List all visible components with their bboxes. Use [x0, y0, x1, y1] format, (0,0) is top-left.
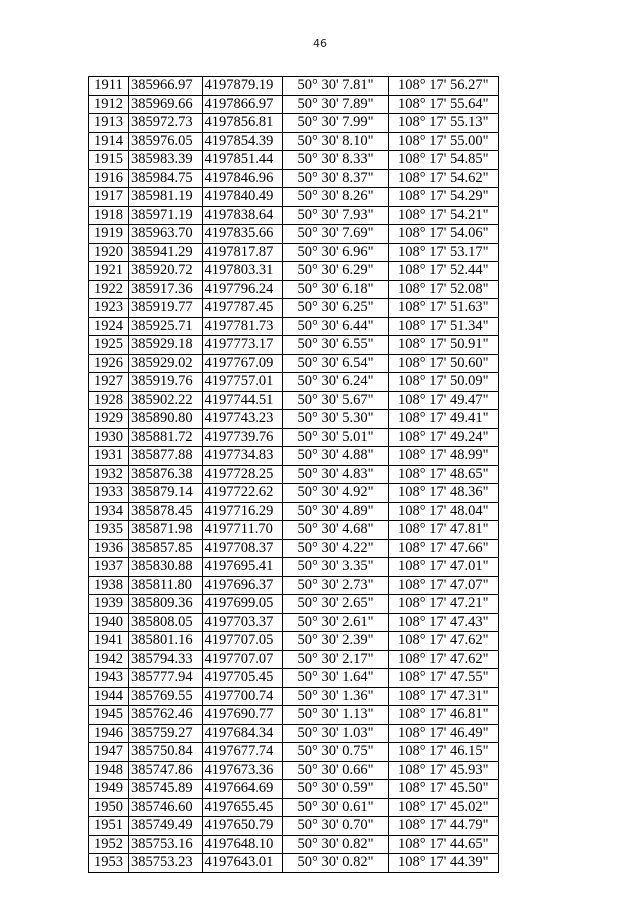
- latitude-cell: 50° 30' 8.33": [283, 151, 388, 170]
- longitude-cell: 108° 17' 47.21": [388, 595, 498, 614]
- y-coordinate-cell: 4197711.70: [202, 521, 283, 540]
- longitude-cell: 108° 17' 47.43": [388, 613, 498, 632]
- latitude-cell: 50° 30' 6.25": [283, 299, 388, 318]
- table-row: [89, 465, 499, 484]
- point-number-cell: 1926: [89, 354, 129, 373]
- latitude-cell: 50° 30' 5.67": [283, 391, 388, 410]
- x-coordinate-cell: 385925.71: [128, 317, 202, 336]
- x-coordinate-cell: 385941.29: [128, 243, 202, 262]
- y-coordinate-cell: 4197707.07: [202, 650, 283, 669]
- x-coordinate-cell: 385919.77: [128, 299, 202, 318]
- latitude-cell: 50° 30' 8.10": [283, 132, 388, 151]
- latitude-cell: 50° 30' 5.30": [283, 410, 388, 429]
- table-row: [89, 798, 499, 817]
- point-number-cell: 1936: [89, 539, 129, 558]
- longitude-cell: 108° 17' 49.24": [388, 428, 498, 447]
- point-number-cell: 1947: [89, 743, 129, 762]
- latitude-cell: 50° 30' 0.82": [283, 854, 388, 873]
- y-coordinate-cell: 4197796.24: [202, 280, 283, 299]
- point-number-cell: 1922: [89, 280, 129, 299]
- longitude-cell: 108° 17' 47.55": [388, 669, 498, 688]
- point-number-cell: 1920: [89, 243, 129, 262]
- table-row: [89, 576, 499, 595]
- point-number-cell: 1932: [89, 465, 129, 484]
- y-coordinate-cell: 4197856.81: [202, 114, 283, 133]
- longitude-cell: 108° 17' 47.07": [388, 576, 498, 595]
- latitude-cell: 50° 30' 0.59": [283, 780, 388, 799]
- page-number: 46: [313, 37, 327, 50]
- x-coordinate-cell: 385984.75: [128, 169, 202, 188]
- latitude-cell: 50° 30' 6.18": [283, 280, 388, 299]
- latitude-cell: 50° 30' 2.17": [283, 650, 388, 669]
- longitude-cell: 108° 17' 48.65": [388, 465, 498, 484]
- latitude-cell: 50° 30' 0.70": [283, 817, 388, 836]
- latitude-cell: 50° 30' 1.36": [283, 687, 388, 706]
- y-coordinate-cell: 4197643.01: [202, 854, 283, 873]
- point-number-cell: 1953: [89, 854, 129, 873]
- y-coordinate-cell: 4197696.37: [202, 576, 283, 595]
- point-number-cell: 1941: [89, 632, 129, 651]
- y-coordinate-cell: 4197705.45: [202, 669, 283, 688]
- y-coordinate-cell: 4197803.31: [202, 262, 283, 281]
- y-coordinate-cell: 4197655.45: [202, 798, 283, 817]
- y-coordinate-cell: 4197690.77: [202, 706, 283, 725]
- table-row: [89, 650, 499, 669]
- y-coordinate-cell: 4197664.69: [202, 780, 283, 799]
- x-coordinate-cell: 385969.66: [128, 95, 202, 114]
- y-coordinate-cell: 4197695.41: [202, 558, 283, 577]
- longitude-cell: 108° 17' 50.60": [388, 354, 498, 373]
- x-coordinate-cell: 385963.70: [128, 225, 202, 244]
- table-row: [89, 188, 499, 207]
- table-row: [89, 95, 499, 114]
- latitude-cell: 50° 30' 4.22": [283, 539, 388, 558]
- table-row: [89, 687, 499, 706]
- table-row: [89, 169, 499, 188]
- x-coordinate-cell: 385811.80: [128, 576, 202, 595]
- y-coordinate-cell: 4197879.19: [202, 77, 283, 96]
- point-number-cell: 1935: [89, 521, 129, 540]
- x-coordinate-cell: 385830.88: [128, 558, 202, 577]
- latitude-cell: 50° 30' 3.35": [283, 558, 388, 577]
- point-number-cell: 1929: [89, 410, 129, 429]
- y-coordinate-cell: 4197838.64: [202, 206, 283, 225]
- x-coordinate-cell: 385809.36: [128, 595, 202, 614]
- longitude-cell: 108° 17' 56.27": [388, 77, 498, 96]
- x-coordinate-cell: 385917.36: [128, 280, 202, 299]
- y-coordinate-cell: 4197722.62: [202, 484, 283, 503]
- longitude-cell: 108° 17' 51.34": [388, 317, 498, 336]
- x-coordinate-cell: 385747.86: [128, 761, 202, 780]
- table-row: [89, 817, 499, 836]
- longitude-cell: 108° 17' 54.62": [388, 169, 498, 188]
- x-coordinate-cell: 385769.55: [128, 687, 202, 706]
- latitude-cell: 50° 30' 7.99": [283, 114, 388, 133]
- table-row: [89, 780, 499, 799]
- point-number-cell: 1923: [89, 299, 129, 318]
- longitude-cell: 108° 17' 49.47": [388, 391, 498, 410]
- longitude-cell: 108° 17' 54.21": [388, 206, 498, 225]
- table-row: [89, 132, 499, 151]
- latitude-cell: 50° 30' 2.61": [283, 613, 388, 632]
- table-row: [89, 743, 499, 762]
- x-coordinate-cell: 385808.05: [128, 613, 202, 632]
- x-coordinate-cell: 385929.18: [128, 336, 202, 355]
- table-row: [89, 225, 499, 244]
- y-coordinate-cell: 4197648.10: [202, 835, 283, 854]
- point-number-cell: 1927: [89, 373, 129, 392]
- x-coordinate-cell: 385749.49: [128, 817, 202, 836]
- x-coordinate-cell: 385877.88: [128, 447, 202, 466]
- longitude-cell: 108° 17' 45.93": [388, 761, 498, 780]
- longitude-cell: 108° 17' 44.79": [388, 817, 498, 836]
- y-coordinate-cell: 4197708.37: [202, 539, 283, 558]
- table-row: [89, 539, 499, 558]
- x-coordinate-cell: 385919.76: [128, 373, 202, 392]
- x-coordinate-cell: 385981.19: [128, 188, 202, 207]
- latitude-cell: 50° 30' 7.93": [283, 206, 388, 225]
- y-coordinate-cell: 4197699.05: [202, 595, 283, 614]
- table-row: [89, 336, 499, 355]
- longitude-cell: 108° 17' 46.81": [388, 706, 498, 725]
- point-number-cell: 1915: [89, 151, 129, 170]
- latitude-cell: 50° 30' 5.01": [283, 428, 388, 447]
- longitude-cell: 108° 17' 44.39": [388, 854, 498, 873]
- x-coordinate-cell: 385750.84: [128, 743, 202, 762]
- longitude-cell: 108° 17' 52.44": [388, 262, 498, 281]
- y-coordinate-cell: 4197846.96: [202, 169, 283, 188]
- table-row: [89, 280, 499, 299]
- point-number-cell: 1942: [89, 650, 129, 669]
- table-row: [89, 410, 499, 429]
- longitude-cell: 108° 17' 46.49": [388, 724, 498, 743]
- latitude-cell: 50° 30' 6.44": [283, 317, 388, 336]
- y-coordinate-cell: 4197773.17: [202, 336, 283, 355]
- latitude-cell: 50° 30' 2.39": [283, 632, 388, 651]
- longitude-cell: 108° 17' 47.81": [388, 521, 498, 540]
- table-row: [89, 428, 499, 447]
- x-coordinate-cell: 385794.33: [128, 650, 202, 669]
- coordinates-table-body: [89, 77, 499, 873]
- x-coordinate-cell: 385753.23: [128, 854, 202, 873]
- latitude-cell: 50° 30' 4.88": [283, 447, 388, 466]
- x-coordinate-cell: 385983.39: [128, 151, 202, 170]
- point-number-cell: 1937: [89, 558, 129, 577]
- coordinates-table: [88, 76, 499, 873]
- latitude-cell: 50° 30' 6.29": [283, 262, 388, 281]
- longitude-cell: 108° 17' 54.85": [388, 151, 498, 170]
- y-coordinate-cell: 4197840.49: [202, 188, 283, 207]
- x-coordinate-cell: 385857.85: [128, 539, 202, 558]
- point-number-cell: 1914: [89, 132, 129, 151]
- x-coordinate-cell: 385881.72: [128, 428, 202, 447]
- y-coordinate-cell: 4197684.34: [202, 724, 283, 743]
- point-number-cell: 1950: [89, 798, 129, 817]
- point-number-cell: 1924: [89, 317, 129, 336]
- y-coordinate-cell: 4197854.39: [202, 132, 283, 151]
- longitude-cell: 108° 17' 47.66": [388, 539, 498, 558]
- longitude-cell: 108° 17' 52.08": [388, 280, 498, 299]
- latitude-cell: 50° 30' 4.92": [283, 484, 388, 503]
- point-number-cell: 1939: [89, 595, 129, 614]
- y-coordinate-cell: 4197767.09: [202, 354, 283, 373]
- point-number-cell: 1938: [89, 576, 129, 595]
- longitude-cell: 108° 17' 48.99": [388, 447, 498, 466]
- table-row: [89, 299, 499, 318]
- table-row: [89, 521, 499, 540]
- x-coordinate-cell: 385871.98: [128, 521, 202, 540]
- x-coordinate-cell: 385890.80: [128, 410, 202, 429]
- longitude-cell: 108° 17' 50.09": [388, 373, 498, 392]
- x-coordinate-cell: 385972.73: [128, 114, 202, 133]
- latitude-cell: 50° 30' 7.69": [283, 225, 388, 244]
- point-number-cell: 1917: [89, 188, 129, 207]
- x-coordinate-cell: 385878.45: [128, 502, 202, 521]
- x-coordinate-cell: 385876.38: [128, 465, 202, 484]
- longitude-cell: 108° 17' 48.36": [388, 484, 498, 503]
- table-row: [89, 502, 499, 521]
- table-row: [89, 632, 499, 651]
- y-coordinate-cell: 4197787.45: [202, 299, 283, 318]
- latitude-cell: 50° 30' 7.89": [283, 95, 388, 114]
- y-coordinate-cell: 4197817.87: [202, 243, 283, 262]
- longitude-cell: 108° 17' 47.62": [388, 650, 498, 669]
- y-coordinate-cell: 4197734.83: [202, 447, 283, 466]
- y-coordinate-cell: 4197781.73: [202, 317, 283, 336]
- point-number-cell: 1919: [89, 225, 129, 244]
- point-number-cell: 1921: [89, 262, 129, 281]
- point-number-cell: 1931: [89, 447, 129, 466]
- table-row: [89, 595, 499, 614]
- y-coordinate-cell: 4197851.44: [202, 151, 283, 170]
- table-row: [89, 243, 499, 262]
- x-coordinate-cell: 385777.94: [128, 669, 202, 688]
- x-coordinate-cell: 385759.27: [128, 724, 202, 743]
- y-coordinate-cell: 4197703.37: [202, 613, 283, 632]
- x-coordinate-cell: 385920.72: [128, 262, 202, 281]
- y-coordinate-cell: 4197673.36: [202, 761, 283, 780]
- table-row: [89, 706, 499, 725]
- table-row: [89, 114, 499, 133]
- x-coordinate-cell: 385976.05: [128, 132, 202, 151]
- table-row: [89, 206, 499, 225]
- point-number-cell: 1913: [89, 114, 129, 133]
- longitude-cell: 108° 17' 46.15": [388, 743, 498, 762]
- latitude-cell: 50° 30' 0.75": [283, 743, 388, 762]
- y-coordinate-cell: 4197835.66: [202, 225, 283, 244]
- point-number-cell: 1952: [89, 835, 129, 854]
- y-coordinate-cell: 4197757.01: [202, 373, 283, 392]
- y-coordinate-cell: 4197866.97: [202, 95, 283, 114]
- longitude-cell: 108° 17' 45.50": [388, 780, 498, 799]
- longitude-cell: 108° 17' 54.29": [388, 188, 498, 207]
- latitude-cell: 50° 30' 4.68": [283, 521, 388, 540]
- longitude-cell: 108° 17' 47.31": [388, 687, 498, 706]
- y-coordinate-cell: 4197700.74: [202, 687, 283, 706]
- point-number-cell: 1925: [89, 336, 129, 355]
- x-coordinate-cell: 385753.16: [128, 835, 202, 854]
- longitude-cell: 108° 17' 54.06": [388, 225, 498, 244]
- point-number-cell: 1918: [89, 206, 129, 225]
- latitude-cell: 50° 30' 1.13": [283, 706, 388, 725]
- x-coordinate-cell: 385801.16: [128, 632, 202, 651]
- latitude-cell: 50° 30' 6.55": [283, 336, 388, 355]
- latitude-cell: 50° 30' 0.61": [283, 798, 388, 817]
- longitude-cell: 108° 17' 55.13": [388, 114, 498, 133]
- x-coordinate-cell: 385762.46: [128, 706, 202, 725]
- point-number-cell: 1943: [89, 669, 129, 688]
- latitude-cell: 50° 30' 4.83": [283, 465, 388, 484]
- table-row: [89, 484, 499, 503]
- latitude-cell: 50° 30' 6.24": [283, 373, 388, 392]
- latitude-cell: 50° 30' 1.03": [283, 724, 388, 743]
- latitude-cell: 50° 30' 1.64": [283, 669, 388, 688]
- table-row: [89, 558, 499, 577]
- point-number-cell: 1948: [89, 761, 129, 780]
- y-coordinate-cell: 4197743.23: [202, 410, 283, 429]
- table-row: [89, 77, 499, 96]
- latitude-cell: 50° 30' 7.81": [283, 77, 388, 96]
- table-row: [89, 262, 499, 281]
- x-coordinate-cell: 385879.14: [128, 484, 202, 503]
- point-number-cell: 1945: [89, 706, 129, 725]
- longitude-cell: 108° 17' 55.64": [388, 95, 498, 114]
- longitude-cell: 108° 17' 47.62": [388, 632, 498, 651]
- y-coordinate-cell: 4197728.25: [202, 465, 283, 484]
- latitude-cell: 50° 30' 6.54": [283, 354, 388, 373]
- point-number-cell: 1930: [89, 428, 129, 447]
- longitude-cell: 108° 17' 48.04": [388, 502, 498, 521]
- x-coordinate-cell: 385746.60: [128, 798, 202, 817]
- x-coordinate-cell: 385966.97: [128, 77, 202, 96]
- longitude-cell: 108° 17' 55.00": [388, 132, 498, 151]
- point-number-cell: 1933: [89, 484, 129, 503]
- table-row: [89, 151, 499, 170]
- longitude-cell: 108° 17' 50.91": [388, 336, 498, 355]
- point-number-cell: 1934: [89, 502, 129, 521]
- latitude-cell: 50° 30' 8.26": [283, 188, 388, 207]
- point-number-cell: 1946: [89, 724, 129, 743]
- table-row: [89, 354, 499, 373]
- x-coordinate-cell: 385745.89: [128, 780, 202, 799]
- latitude-cell: 50° 30' 0.82": [283, 835, 388, 854]
- longitude-cell: 108° 17' 49.41": [388, 410, 498, 429]
- y-coordinate-cell: 4197744.51: [202, 391, 283, 410]
- latitude-cell: 50° 30' 2.65": [283, 595, 388, 614]
- x-coordinate-cell: 385902.22: [128, 391, 202, 410]
- table-row: [89, 761, 499, 780]
- longitude-cell: 108° 17' 44.65": [388, 835, 498, 854]
- y-coordinate-cell: 4197707.05: [202, 632, 283, 651]
- y-coordinate-cell: 4197716.29: [202, 502, 283, 521]
- latitude-cell: 50° 30' 2.73": [283, 576, 388, 595]
- point-number-cell: 1928: [89, 391, 129, 410]
- point-number-cell: 1911: [89, 77, 129, 96]
- longitude-cell: 108° 17' 53.17": [388, 243, 498, 262]
- table-row: [89, 669, 499, 688]
- point-number-cell: 1916: [89, 169, 129, 188]
- point-number-cell: 1940: [89, 613, 129, 632]
- point-number-cell: 1949: [89, 780, 129, 799]
- x-coordinate-cell: 385929.02: [128, 354, 202, 373]
- latitude-cell: 50° 30' 6.96": [283, 243, 388, 262]
- point-number-cell: 1944: [89, 687, 129, 706]
- table-row: [89, 724, 499, 743]
- latitude-cell: 50° 30' 4.89": [283, 502, 388, 521]
- longitude-cell: 108° 17' 45.02": [388, 798, 498, 817]
- table-row: [89, 613, 499, 632]
- y-coordinate-cell: 4197650.79: [202, 817, 283, 836]
- table-row: [89, 447, 499, 466]
- point-number-cell: 1912: [89, 95, 129, 114]
- point-number-cell: 1951: [89, 817, 129, 836]
- latitude-cell: 50° 30' 8.37": [283, 169, 388, 188]
- longitude-cell: 108° 17' 47.01": [388, 558, 498, 577]
- table-row: [89, 317, 499, 336]
- y-coordinate-cell: 4197739.76: [202, 428, 283, 447]
- y-coordinate-cell: 4197677.74: [202, 743, 283, 762]
- table-row: [89, 854, 499, 873]
- table-row: [89, 373, 499, 392]
- x-coordinate-cell: 385971.19: [128, 206, 202, 225]
- longitude-cell: 108° 17' 51.63": [388, 299, 498, 318]
- latitude-cell: 50° 30' 0.66": [283, 761, 388, 780]
- table-row: [89, 391, 499, 410]
- table-row: [89, 835, 499, 854]
